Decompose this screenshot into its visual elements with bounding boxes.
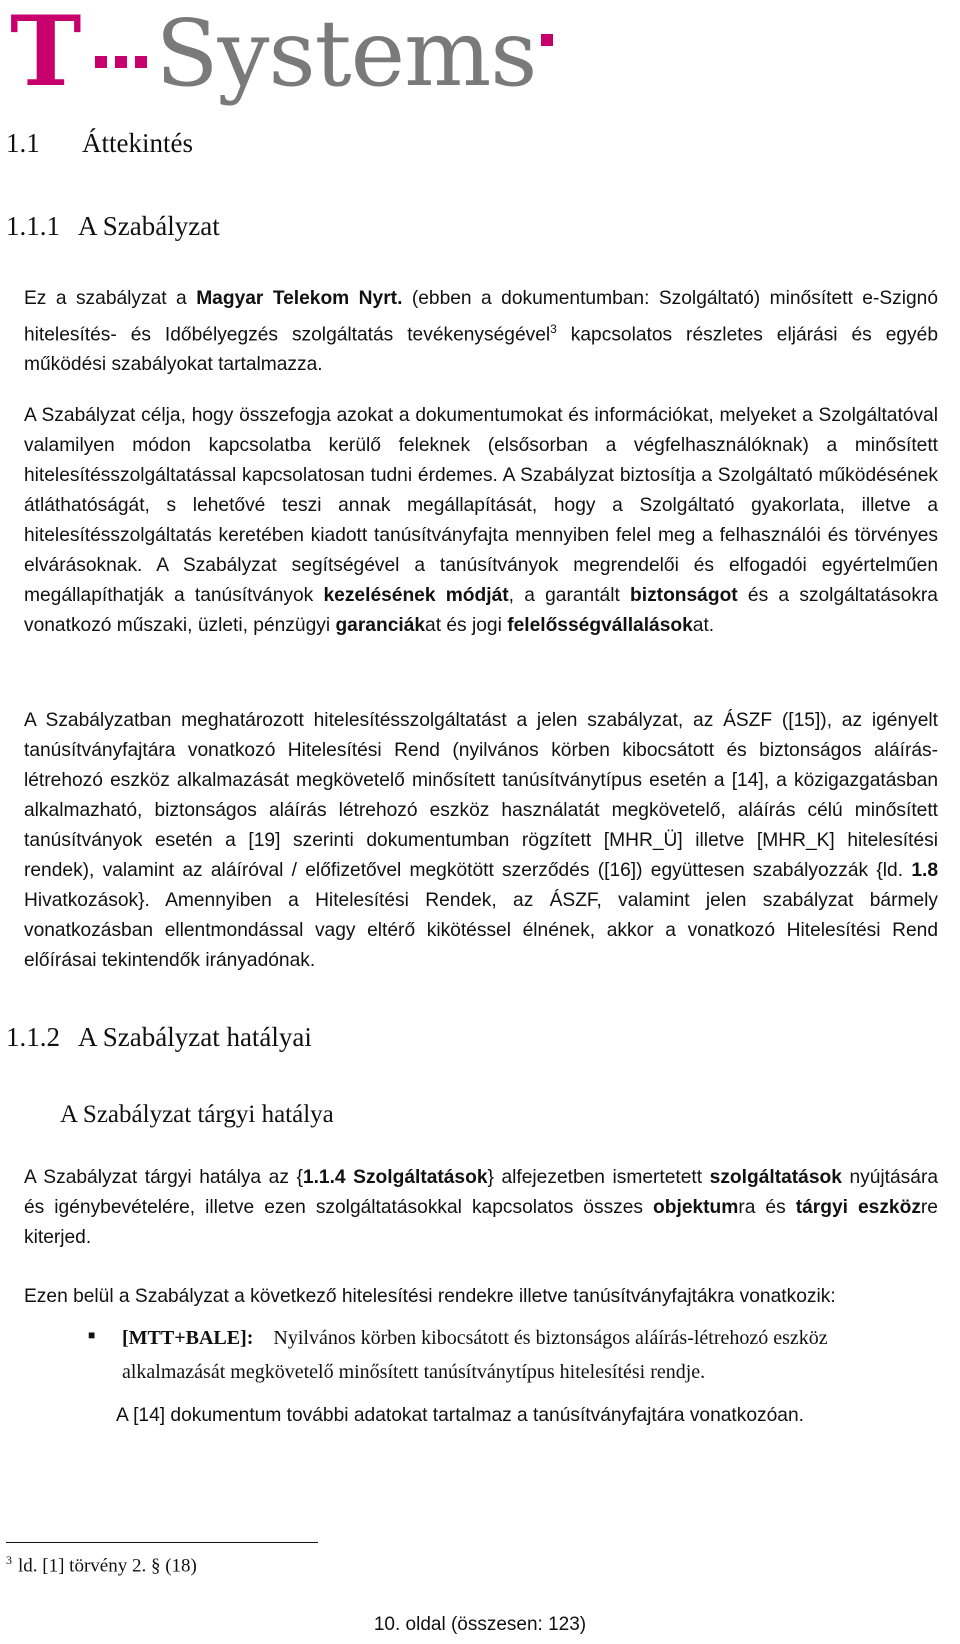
bullet-item [122, 1321, 922, 1389]
logo-square [115, 56, 127, 68]
section-title: A Szabályzat [78, 211, 220, 241]
logo-square [541, 34, 553, 46]
paragraph-scope: A Szabályzat tárgyi hatálya az {1.1.4 Szolgáltatások} alfejezetben ismertetett szolgáltatások nyújtására és igénybevételére, illetve ezen szolgáltatásokkal kapcsolatos összes objektumra és tárgyi eszközre kiterjed. [24, 1167, 939, 1248]
footnote-divider [6, 1542, 318, 1543]
section-number: 1.1.1 [6, 211, 60, 241]
footnote-text: ld. [1] törvény 2. § (18) [18, 1555, 197, 1577]
paragraph-regulation: A Szabályzatban meghatározott hitelesítésszolgáltatást a jelen szabályzat, az ÁSZF ([15]), az igényelt tanúsítványfajtára vonatkozó Hitelesítési Rend (nyilvános körben kibocsátott és biztonságos aláírás-létrehozó eszköz alkalmazását megkövetelő minősített tanúsítványtípus esetén a [14], a közigazgatásban alkalmazható, biztonságos aláírás létrehozó eszköz használatát megkövetelő, aláírás célú minősített tanúsítványok esetén a [19] szerinti dokumentumban rögzített [MHR_Ü] illetve [MHR_K] hitelesítési rendek), valamint az aláíróval / előfizetővel megkötött szerződés ([16]) együttesen szabályozzák {ld. 1.8 Hivatkozások}. Amennyiben a Hitelesítési Rendek, az ÁSZF, valamint jelen szabályzat bármely vonatkozásban ellentmondással vagy eltérő kikötéssel élnének, akkor a vonatkozó Hitelesítési Rend előírásai tekintendők irányadónak. [24, 710, 938, 971]
subheading: A Szabályzat tárgyi hatálya [60, 1101, 334, 1128]
section-title: A Szabályzat hatályai [78, 1022, 312, 1052]
paragraph-purpose: A Szabályzat célja, hogy összefogja azokat a dokumentumokat és információkat, melyeket a Szolgáltatóval valamilyen módon kapcsolatba kerülő feleknek (elsősorban a végfelhasználóknak) a minősített hitelesítésszolgáltatással kapcsolatosan tudni érdemes. A Szabályzat biztosítja a Szolgáltató működésének átláthatóságát, s lehetővé teszi annak megállapítását, hogy a Szolgáltató gyakorlata, illetve a hitelesítésszolgáltatás keretében kiadott tanúsítványfajta mennyiben felel meg a felhasználói és törvényes elvárásoknak. A Szabályzat segítségével a tanúsítványok megrendelői és elfogadói egyértelműen megállapíthatják a tanúsítványok kezelésének módját, a garantált biztonságot és a szolgáltatásokra vonatkozó műszaki, üzleti, pénzügyi garanciákat és jogi felelősségvállalásokat. [24, 405, 938, 636]
section-heading [6, 1022, 312, 1053]
footnote-ref[interactable]: 3 [550, 322, 557, 336]
logo-square [135, 56, 147, 68]
page-number: 10. oldal (összesen: 123) [373, 1614, 587, 1635]
section-title: Áttekintés [82, 128, 193, 158]
footnote [6, 1553, 197, 1577]
bullet-label: [MTT+BALE]: [122, 1327, 254, 1349]
paragraph-reference: A [14] dokumentum további adatokat tartalmaz a tanúsítványfajtára vonatkozóan. [116, 1405, 804, 1426]
section-number: 1.1.2 [6, 1022, 60, 1052]
logo-mark: T [10, 0, 82, 108]
bullet-square-icon: ■ [88, 1328, 96, 1342]
logo-square [95, 56, 107, 68]
bullet-text: Nyilvános körben kibocsátott és biztonságos aláírás-létrehozó eszköz alkalmazását megkövetelő minősített tanúsítványtípus hitelesítési rendje. [122, 1327, 828, 1383]
logo-wordmark: Systems [155, 0, 537, 107]
section-number: 1.1 [6, 128, 40, 158]
t-systems-logo [10, 0, 557, 108]
paragraph-intro: Ez a szabályzat a Magyar Telekom Nyrt. (ebben a dokumentumban: Szolgáltató) minősített e-Szignó hitelesítés- és Időbélyegzés szolgáltatás tevékenységével$^3$ kapcsolatos részletes eljárási és egyéb működési szabályokat tartalmazza. [24, 288, 938, 376]
section-heading [6, 128, 193, 159]
section-heading [6, 211, 220, 242]
footnote-number: 3 [6, 1553, 12, 1567]
paragraph-applies: Ezen belül a Szabályzat a következő hitelesítési rendekre illetve tanúsítványfajtákra vonatkozik: [24, 1286, 836, 1307]
